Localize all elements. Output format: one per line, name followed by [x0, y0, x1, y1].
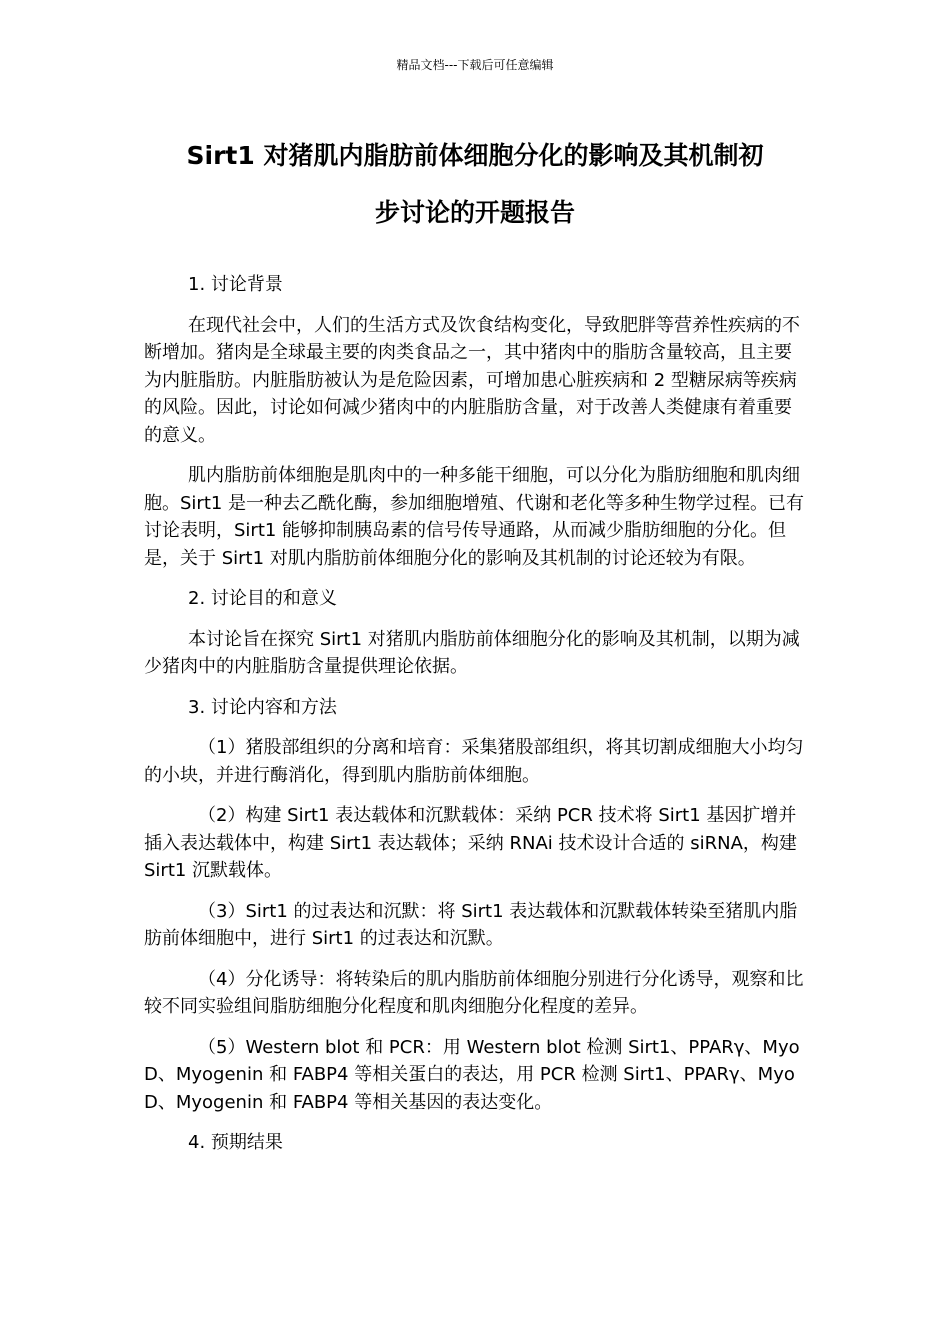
paragraph-background-1: 在现代社会中，人们的生活方式及饮食结构变化，导致肥胖等营养性疾病的不断增加。猪肉是全球最主要的肉类食品之一，其中猪肉中的脂肪含量较高，且主要为内脏脂肪。内脏脂肪被认为是危险因素，可增加患心脏疾病和 2 型糖尿病等疾病的风险。因此，讨论如何减少猪肉中的内脏脂肪含量，对于改善人类健康有着重要的意义。: [144, 314, 800, 446]
paragraph-purpose: 本讨论旨在探究 Sirt1 对猪肌内脂肪前体细胞分化的影响及其机制，以期为减少猪肉中的内脏脂肪含量提供理论依据。: [144, 628, 800, 677]
document-title-line-1: Sirt1 对猪肌内脂肪前体细胞分化的影响及其机制初: [186, 141, 764, 170]
document-body: [144, 271, 808, 1170]
method-item-1: （1）猪股部组织的分离和培育：采集猪股部组织，将其切割成细胞大小均匀的小块，并进行酶消化，得到肌内脂肪前体细胞。: [144, 737, 804, 786]
method-item-4: （4）分化诱导：将转染后的肌内脂肪前体细胞分别进行分化诱导，观察和比较不同实验组间脂肪细胞分化程度和肌肉细胞分化程度的差异。: [144, 968, 804, 1017]
section-heading-purpose: 2. 讨论目的和意义: [188, 588, 337, 609]
method-item-5: （5）Western blot 和 PCR：用 Western blot 检测 Sirt1、PPARγ、MyoD、Myogenin 和 FABP4 等相关蛋白的表达，用 PCR 检测 Sirt1、PPARγ、MyoD、Myogenin 和 FABP4 等相关基因的表达变化。: [144, 1036, 800, 1113]
section-heading-expected-results: 4. 预期结果: [188, 1132, 283, 1153]
document-title-line-2: 步讨论的开题报告: [374, 198, 575, 227]
method-item-2: （2）构建 Sirt1 表达载体和沉默载体：采纳 PCR 技术将 Sirt1 基因扩增并插入表达载体中，构建 Sirt1 表达载体；采纳 RNAi 技术设计合适的 siRNA，构建 Sirt1 沉默载体。: [144, 805, 797, 881]
header-note: 精品文档---下载后可任意编辑: [396, 58, 554, 72]
paragraph-background-2: 肌内脂肪前体细胞是肌肉中的一种多能干细胞，可以分化为脂肪细胞和肌肉细胞。Sirt1 是一种去乙酰化酶，参加细胞增殖、代谢和老化等多种生物学过程。已有讨论表明，Sirt1 能够抑制胰岛素的信号传导通路，从而减少脂肪细胞的分化。但是，关于 Sirt1 对肌内脂肪前体细胞分化的影响及其机制的讨论还较为有限。: [144, 465, 805, 569]
section-heading-background: 1. 讨论背景: [188, 274, 283, 295]
section-heading-methods: 3. 讨论内容和方法: [188, 696, 337, 718]
method-item-3: （3）Sirt1 的过表达和沉默：将 Sirt1 表达载体和沉默载体转染至猪肌内脂肪前体细胞中，进行 Sirt1 的过表达和沉默。: [144, 900, 798, 949]
